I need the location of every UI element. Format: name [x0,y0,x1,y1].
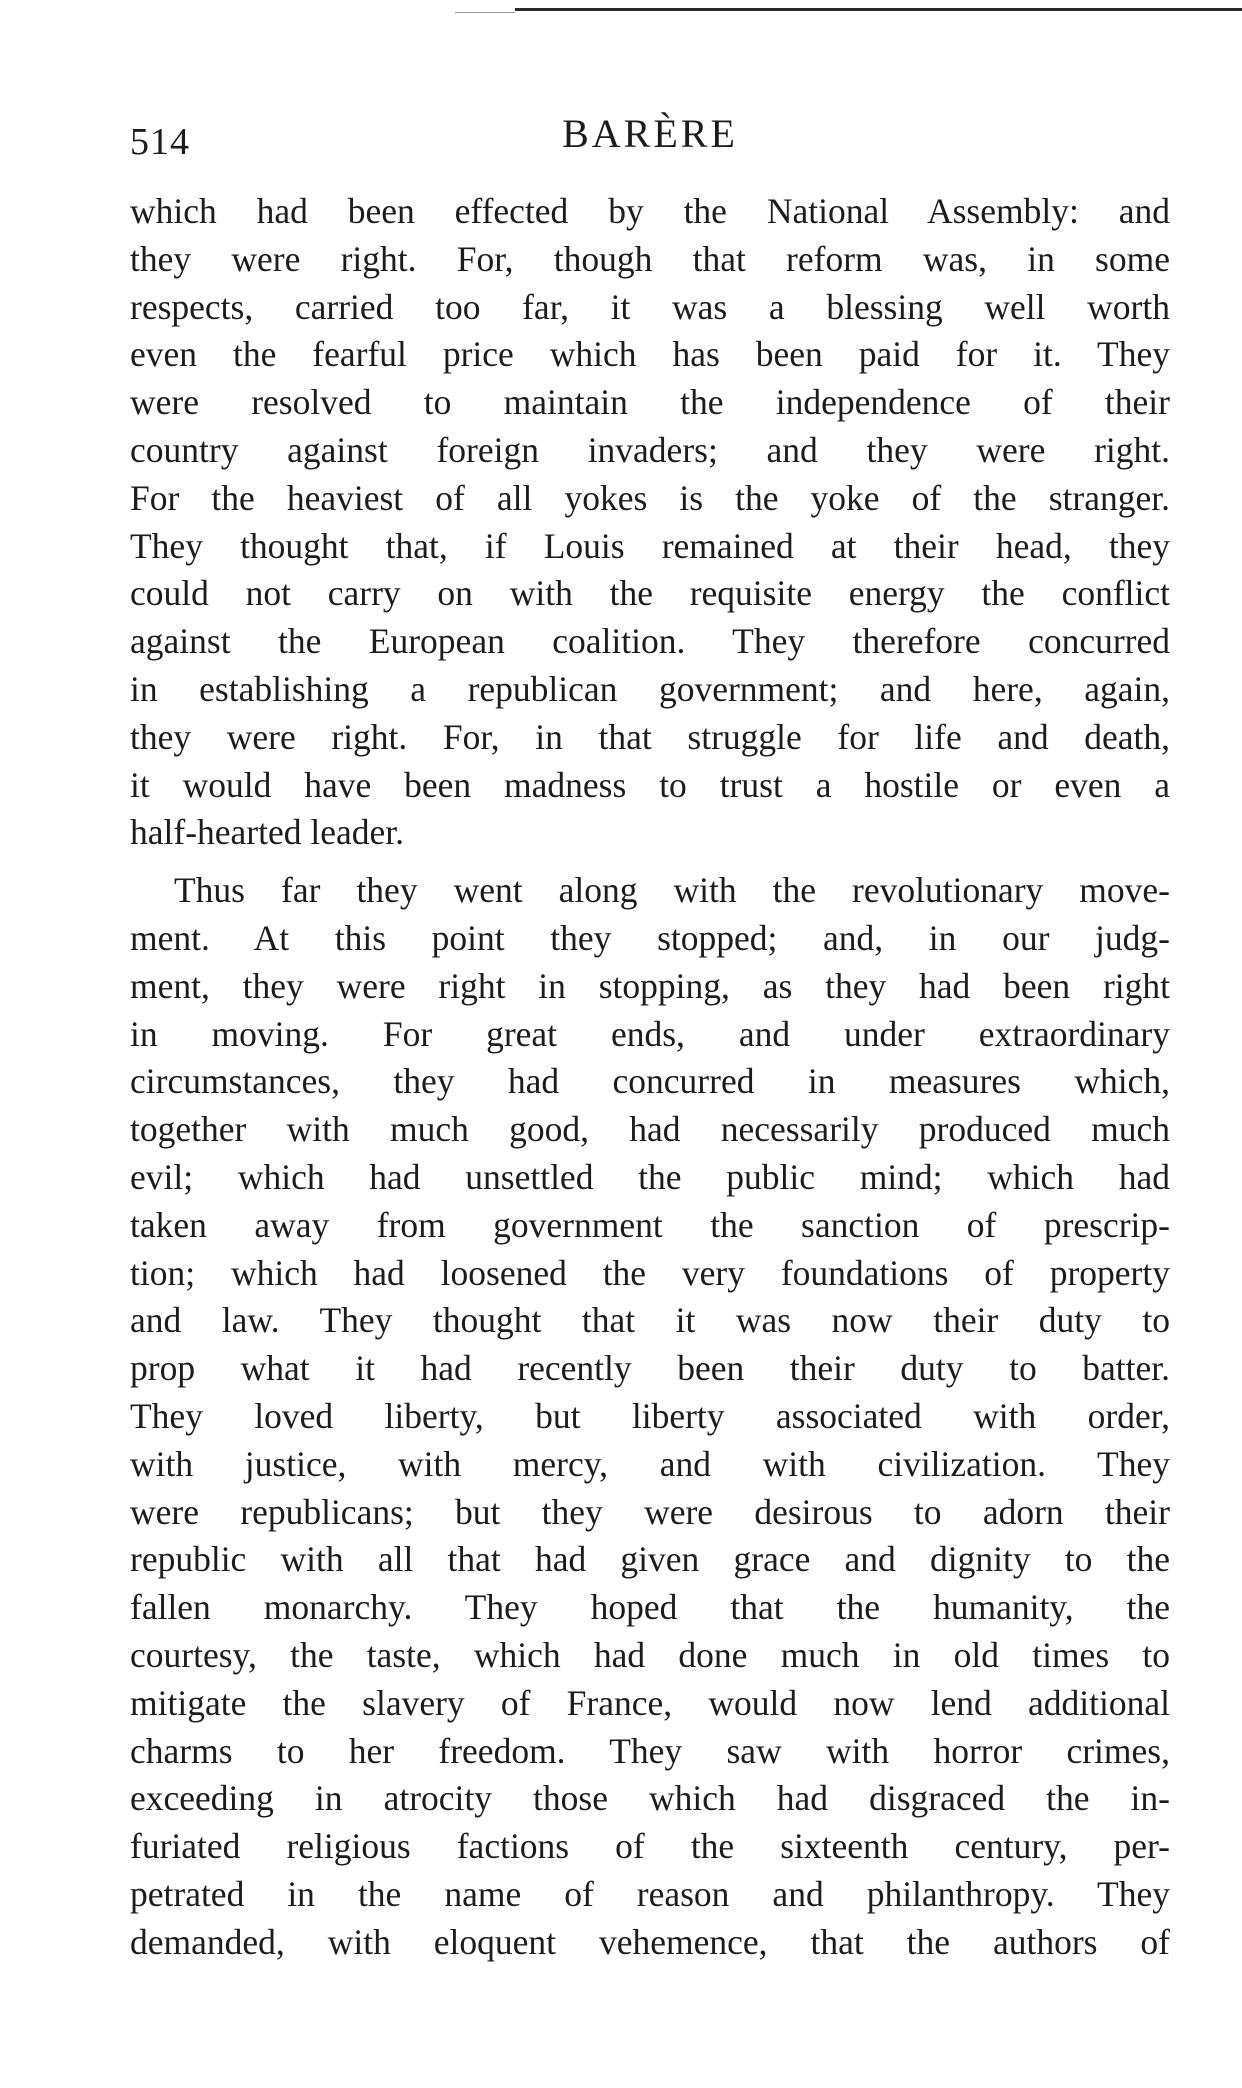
text-line: could not carry on with the requisite energy the conflict [130,573,1170,614]
text-line: They thought that, if Louis remained at their head, they [130,525,1170,566]
text-line: republic with all that had given grace and dignity to the [130,1539,1170,1580]
text-line: half-hearted leader. [130,812,404,853]
text-line: respects, carried too far, it was a blessing well worth [130,286,1170,327]
text-line: tion; which had loosened the very foundations of property [130,1252,1170,1293]
page-header [130,108,1170,168]
text-line: together with much good, had necessarily produced much [130,1109,1170,1150]
text-line: fallen monarchy. They hoped that the humanity, the [130,1587,1170,1628]
text-line: exceeding in atrocity those which had disgraced the in- [130,1778,1170,1819]
text-line: in establishing a republican government; and here, again, [130,668,1170,709]
top-edge-rule-faint [455,12,515,13]
text-line: with justice, with mercy, and with civilization. They [130,1443,1170,1484]
body-text [130,188,1170,1966]
text-line: and law. They thought that it was now their duty to [130,1300,1170,1341]
text-line: in moving. For great ends, and under extraordinary [130,1013,1170,1054]
paragraph [130,867,1170,1966]
paragraph [130,188,1170,857]
page-number: 514 [130,121,190,163]
text-line: country against foreign invaders; and they were right. [130,429,1170,470]
text-line: For the heaviest of all yokes is the yoke of the stranger. [130,477,1170,518]
text-line: demanded, with eloquent vehemence, that the authors of [130,1921,1170,1962]
text-line: evil; which had unsettled the public mind; which had [130,1156,1170,1197]
text-line: ment, they were right in stopping, as they had been right [130,965,1170,1006]
text-line: they were right. For, though that reform was, in some [130,238,1170,279]
text-line: They loved liberty, but liberty associated with order, [130,1395,1170,1436]
text-line: courtesy, the taste, which had done much in old times to [130,1634,1170,1675]
paragraph-gap [130,857,1170,867]
text-line: it would have been madness to trust a hostile or even a [130,764,1170,805]
text-line: even the fearful price which has been paid for it. They [130,334,1170,375]
text-line: mitigate the slavery of France, would now lend additional [130,1682,1170,1723]
text-line: were republicans; but they were desirous to adorn their [130,1491,1170,1532]
text-line: ment. At this point they stopped; and, in our judg- [130,917,1170,958]
running-title: BARÈRE [562,111,738,156]
text-line: furiated religious factions of the sixteenth century, per- [130,1826,1170,1867]
text-line: petrated in the name of reason and philanthropy. They [130,1873,1170,1914]
text-line: were resolved to maintain the independence of their [130,382,1170,423]
text-line: taken away from government the sanction of prescrip- [130,1204,1170,1245]
text-line: which had been effected by the National Assembly: and [130,191,1170,231]
text-line: they were right. For, in that struggle for life and death, [130,716,1170,757]
text-line: circumstances, they had concurred in measures which, [130,1061,1170,1102]
text-line: charms to her freedom. They saw with horror crimes, [130,1730,1170,1771]
top-edge-rule [515,8,1242,11]
text-line: Thus far they went along with the revolutionary move- [174,870,1170,911]
text-line: against the European coalition. They therefore concurred [130,621,1170,662]
text-line: prop what it had recently been their duty to batter. [130,1348,1170,1389]
